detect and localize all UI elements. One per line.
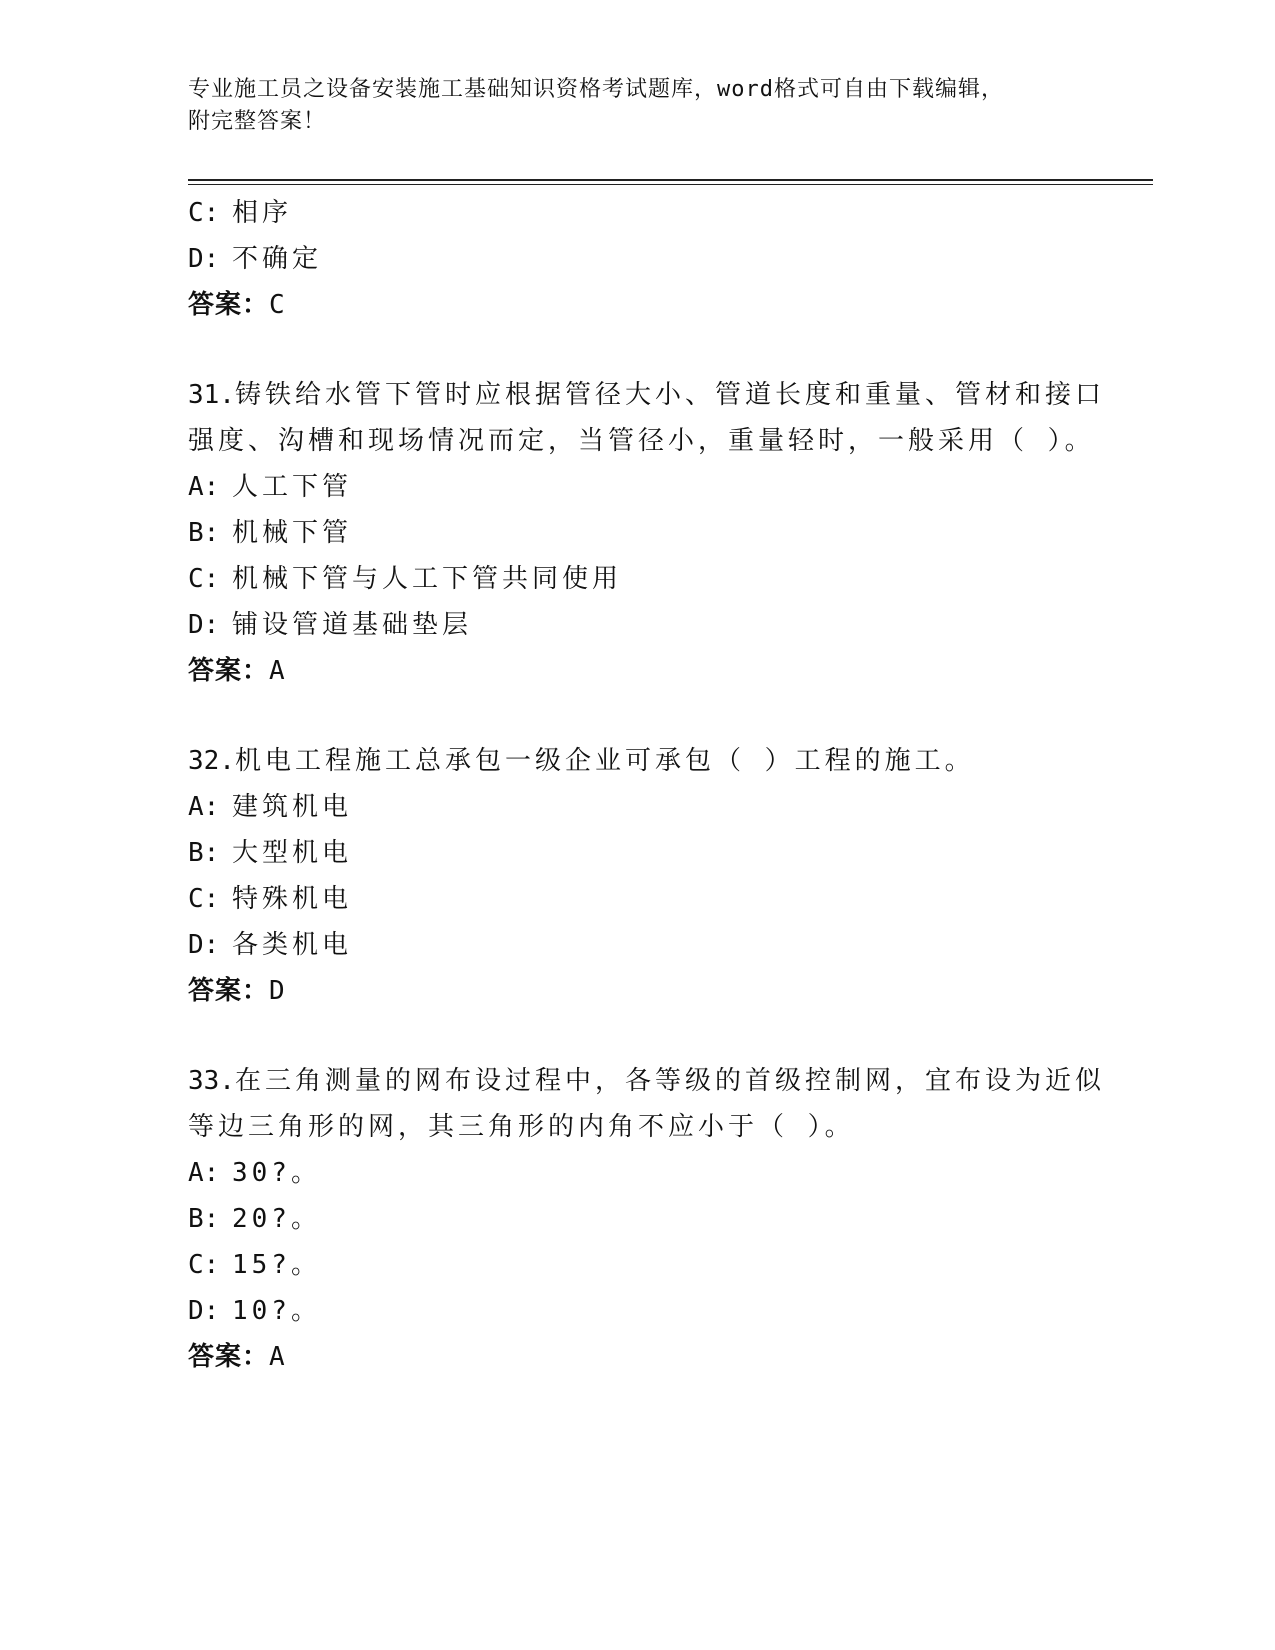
option-b bbox=[188, 830, 1088, 876]
question-stem-line bbox=[188, 418, 1095, 464]
option-letter: C: bbox=[188, 198, 220, 228]
answer-line bbox=[188, 282, 1088, 328]
question-33 bbox=[188, 1058, 1105, 1380]
answer-label: 答案： bbox=[188, 290, 270, 320]
option-letter: B: bbox=[188, 838, 220, 868]
option-c bbox=[188, 556, 1088, 602]
spacer bbox=[188, 694, 1088, 738]
question-number: 32. bbox=[188, 746, 235, 776]
question-stem-text: 在三角测量的网布设过程中，各等级的首级控制网，宜布设为近似 bbox=[234, 1066, 1105, 1096]
option-letter: B: bbox=[188, 518, 220, 548]
option-d bbox=[188, 236, 1088, 282]
spacer bbox=[188, 1014, 1088, 1058]
option-text: 相序 bbox=[232, 198, 293, 228]
question-32 bbox=[188, 738, 1088, 1014]
answer-line bbox=[188, 1334, 1088, 1380]
option-text: 铺设管道基础垫层 bbox=[232, 610, 473, 640]
option-text: 30?。 bbox=[232, 1158, 321, 1188]
answer-label: 答案： bbox=[188, 656, 270, 686]
option-text: 人工下管 bbox=[232, 472, 353, 502]
option-text: 20?。 bbox=[232, 1204, 321, 1234]
question-list bbox=[188, 190, 1105, 1380]
option-b bbox=[188, 510, 1088, 556]
document-header bbox=[188, 74, 1068, 138]
option-a bbox=[188, 1150, 1088, 1196]
option-c bbox=[188, 1242, 1088, 1288]
header-line-1: 专业施工员之设备安装施工基础知识资格考试题库，word格式可自由下载编辑， bbox=[188, 77, 1004, 102]
option-letter: A: bbox=[188, 472, 220, 502]
question-stem-text: 强度、沟槽和现场情况而定，当管径小，重量轻时，一般采用（ ）。 bbox=[188, 426, 1095, 456]
answer-line bbox=[188, 968, 1088, 1014]
option-text: 建筑机电 bbox=[232, 792, 353, 822]
option-d bbox=[188, 922, 1088, 968]
header-divider-thin bbox=[188, 184, 1153, 185]
option-letter: D: bbox=[188, 930, 220, 960]
option-text: 15?。 bbox=[232, 1250, 321, 1280]
answer-value: D bbox=[269, 976, 285, 1006]
option-letter: B: bbox=[188, 1204, 220, 1234]
option-d bbox=[188, 1288, 1088, 1334]
question-stem-text: 等边三角形的网，其三角形的内角不应小于（ ）。 bbox=[188, 1112, 855, 1142]
option-text: 特殊机电 bbox=[232, 884, 353, 914]
answer-value: C bbox=[269, 290, 285, 320]
option-a bbox=[188, 784, 1088, 830]
option-d bbox=[188, 602, 1088, 648]
option-letter: C: bbox=[188, 564, 220, 594]
question-stem-line bbox=[188, 1058, 1105, 1104]
header-divider-thick bbox=[188, 179, 1153, 181]
option-letter: D: bbox=[188, 1296, 220, 1326]
answer-line bbox=[188, 648, 1088, 694]
question-stem-line bbox=[188, 372, 1105, 418]
option-text: 各类机电 bbox=[232, 930, 353, 960]
option-text: 机械下管与人工下管共同使用 bbox=[232, 564, 623, 594]
answer-value: A bbox=[269, 656, 285, 686]
option-a bbox=[188, 464, 1088, 510]
question-stem-line bbox=[188, 738, 1088, 784]
option-c bbox=[188, 190, 1088, 236]
option-letter: D: bbox=[188, 244, 220, 274]
option-text: 机械下管 bbox=[232, 518, 353, 548]
question-number: 31. bbox=[188, 380, 235, 410]
option-b bbox=[188, 1196, 1088, 1242]
option-letter: C: bbox=[188, 1250, 220, 1280]
question-30-continued bbox=[188, 190, 1088, 328]
question-31 bbox=[188, 372, 1105, 694]
option-c bbox=[188, 876, 1088, 922]
answer-label: 答案： bbox=[188, 976, 270, 1006]
option-letter: C: bbox=[188, 884, 220, 914]
option-letter: A: bbox=[188, 1158, 220, 1188]
answer-value: A bbox=[269, 1342, 285, 1372]
question-number: 33. bbox=[188, 1066, 235, 1096]
option-text: 不确定 bbox=[232, 244, 323, 274]
option-letter: D: bbox=[188, 610, 220, 640]
option-text: 10?。 bbox=[232, 1296, 321, 1326]
option-text: 大型机电 bbox=[232, 838, 353, 868]
spacer bbox=[188, 328, 1088, 372]
question-stem-line bbox=[188, 1104, 1088, 1150]
header-line-2: 附完整答案！ bbox=[188, 109, 327, 134]
question-stem-text: 机电工程施工总承包一级企业可承包（ ）工程的施工。 bbox=[234, 746, 975, 776]
question-stem-text: 铸铁给水管下管时应根据管径大小、管道长度和重量、管材和接口 bbox=[234, 380, 1105, 410]
answer-label: 答案： bbox=[188, 1342, 270, 1372]
option-letter: A: bbox=[188, 792, 220, 822]
